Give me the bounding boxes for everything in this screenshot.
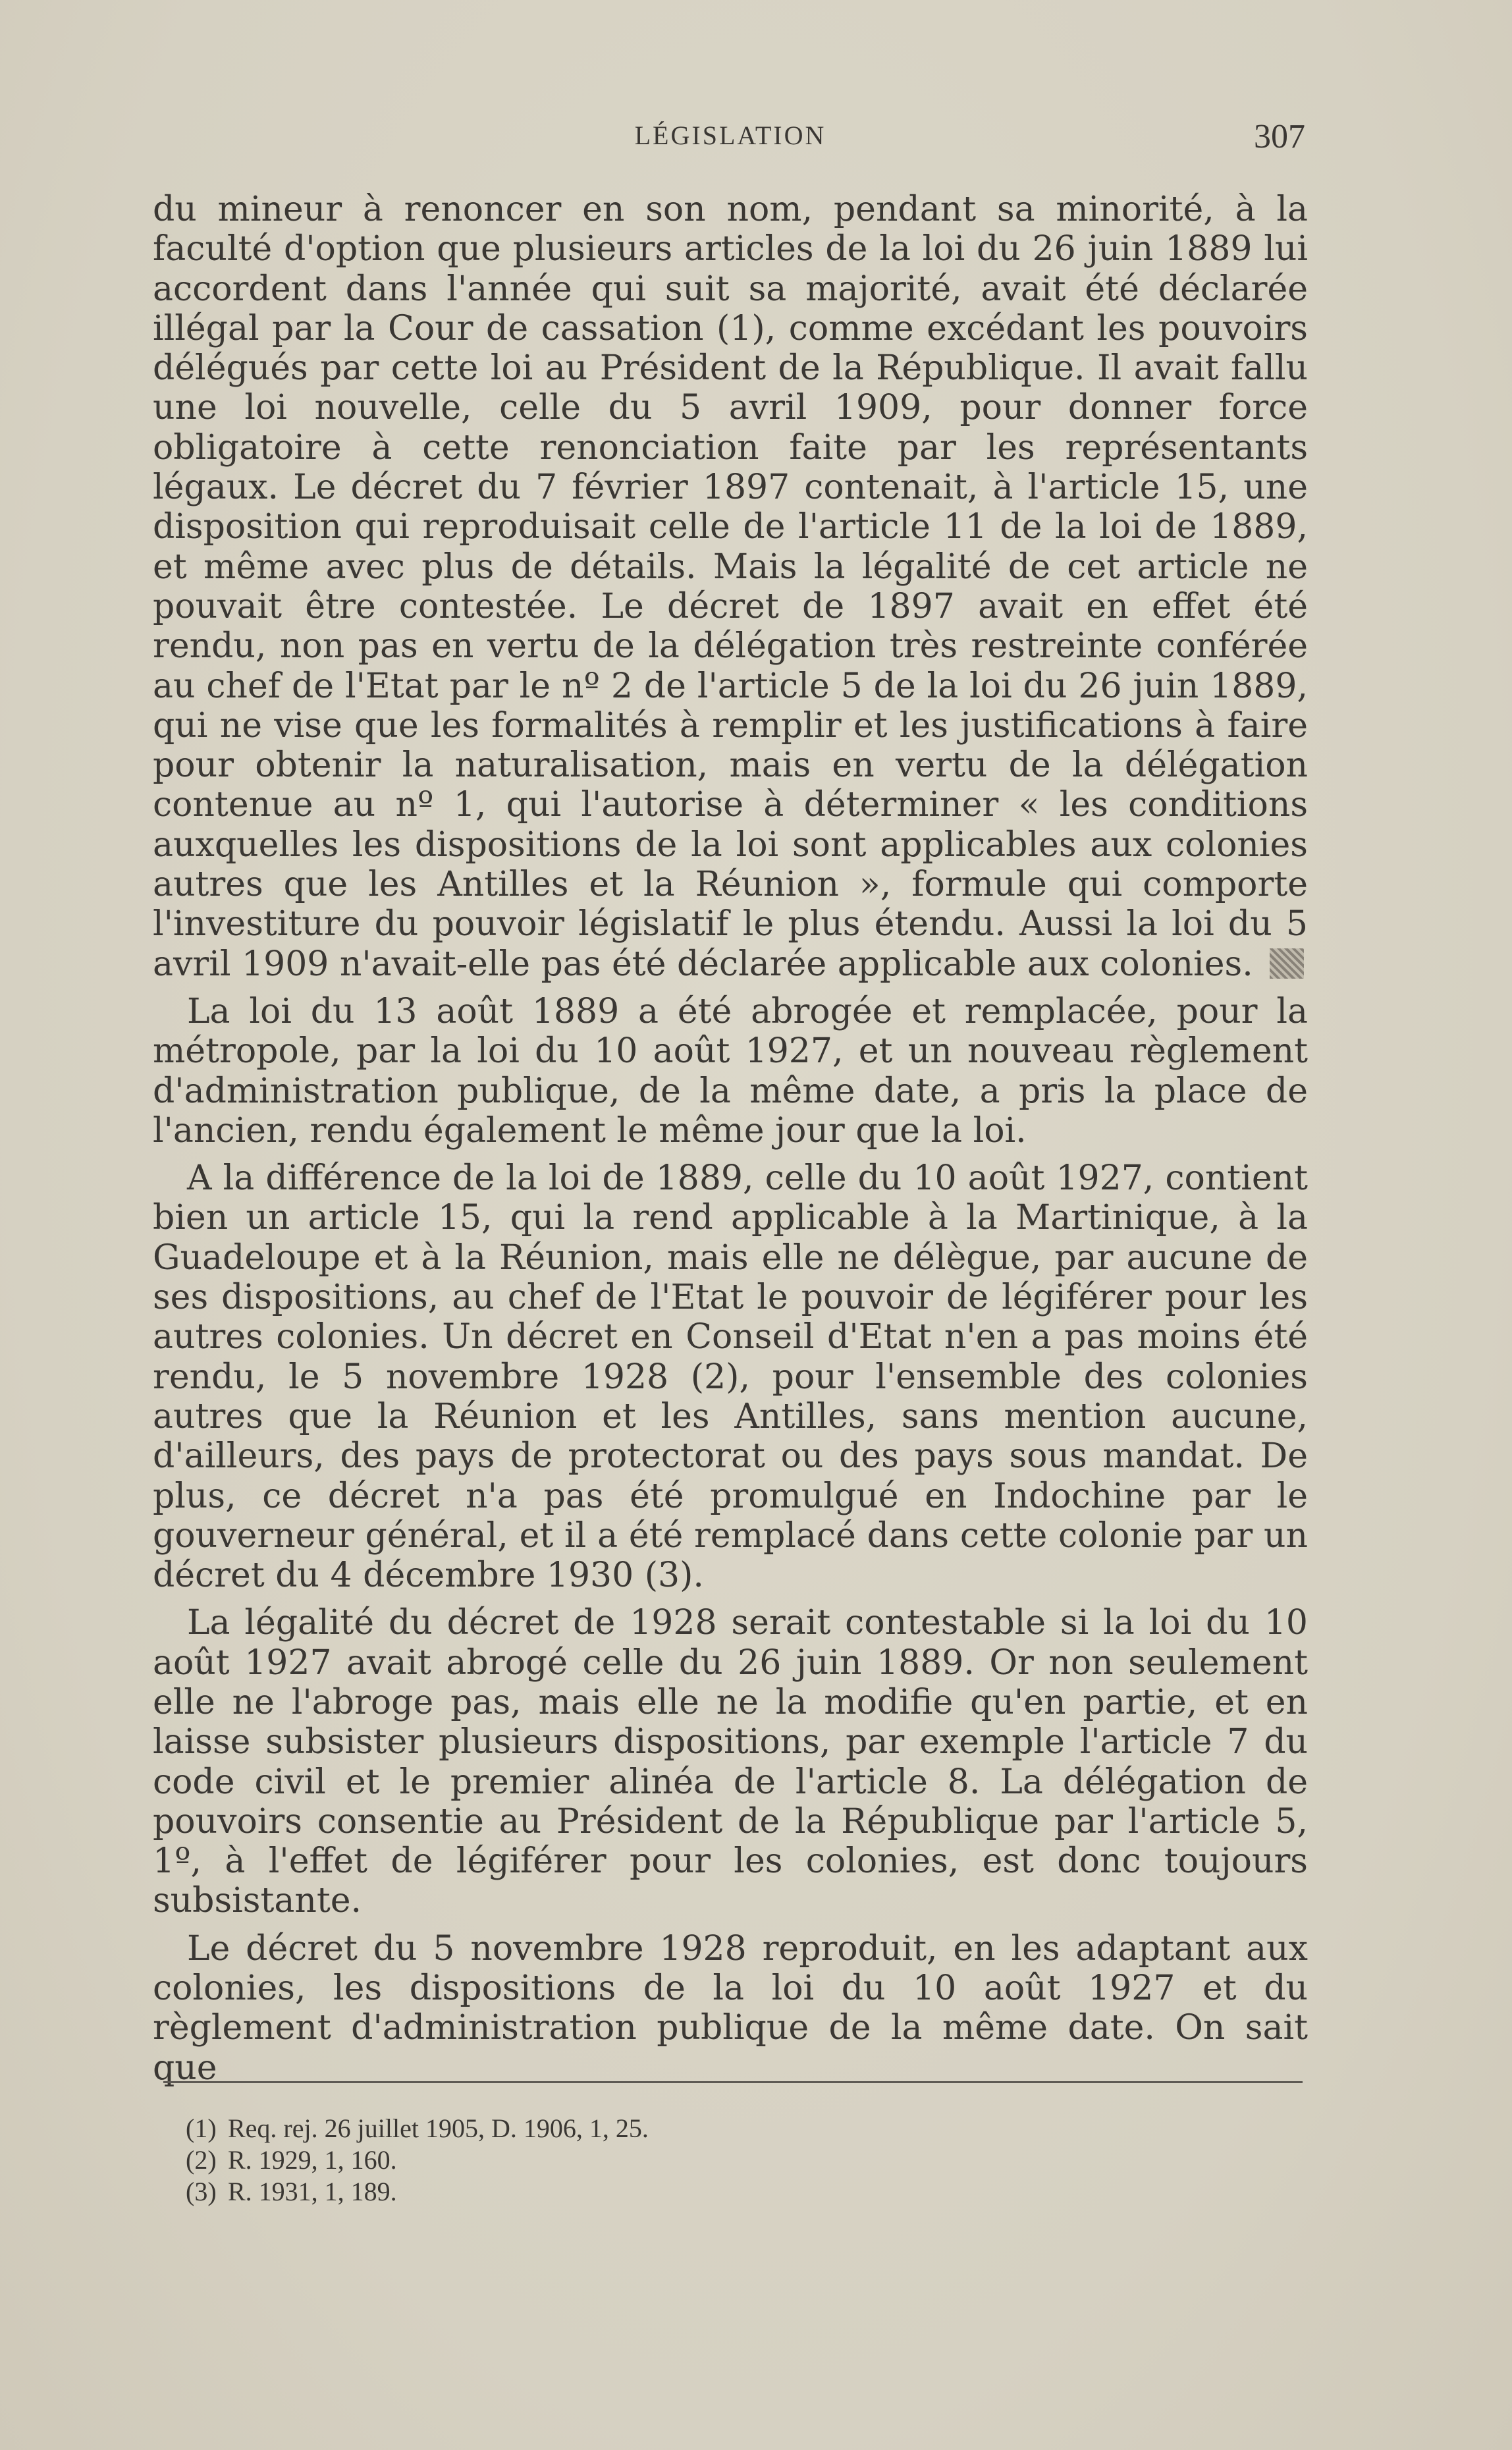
paragraph-3: A la différence de la loi de 1889, celle du 10 août 1927, contient bien un article 15, qui la rend applicable à la Martinique, à la Guadeloupe et à la Réunion, mais elle ne délègue, par aucune de ses dispositions, au chef de l'Etat le pouvoir de légiférer pour les autres colonies. Un décret en Conseil d'Etat n'en a pas moins été rendu, le 5 novembre 1928 (2), pour l'ensemble des colonies autres que la Réunion et les Antilles, sans mention aucune, d'ailleurs, des pays de protectorat ou des pays sous mandat. De plus, ce décret n'a pas été promulgué en Indochine par le gouverneur général, et il a été remplacé dans cette colonie par un décret du 4 décembre 1930 (3). [153,1158,1308,1596]
footnote-text: R. 1929, 1, 160. [228,2145,397,2175]
paragraph-5: Le décret du 5 novembre 1928 reproduit, en les adaptant aux colonies, les dispositions de la loi du 10 août 1927 et du règlement d'administration publique de la même date. On sait que [153,1928,1308,2088]
body-text [153,190,1308,2088]
footnote-number: (3) [186,2177,217,2206]
paragraph-1 [153,190,1308,984]
footnote-text: R. 1931, 1, 189. [228,2177,397,2206]
paragraph-1-text: du mineur à renoncer en son nom, pendant sa minorité, à la faculté d'option que plusieurs articles de la loi du 26 juin 1889 lui accordent dans l'année qui suit sa majorité, avait été déclarée illégal par la Cour de cassation (1), comme excédant les pouvoirs délégués par cette loi au Président de la République. Il avait fallu une loi nouvelle, celle du 5 avril 1909, pour donner force obligatoire à cette renonciation faite par les représentants légaux. Le décret du 7 février 1897 contenait, à l'article 15, une disposition qui reproduisait celle de l'article 11 de la loi de 1889, et même avec plus de détails. Mais la légalité de cet article ne pouvait être contestée. Le décret de 1897 avait en effet été rendu, non pas en vertu de la délégation très restreinte conférée au chef de l'Etat par le nº 2 de l'article 5 de la loi du 26 juin 1889, qui ne vise que les formalités à remplir et les justifications à faire pour obtenir la naturalisation, mais en vertu de la délégation contenue au nº 1, qui l'autorise à déterminer « les conditions auxquelles les dispositions de la loi sont applicables aux colonies autres que les Antilles et la Réunion », formule qui comporte l'investiture du pouvoir législatif le plus étendu. Aussi la loi du 5 avril 1909 n'avait-elle pas été déclarée applicable aux colonies. [153,190,1308,984]
footnote-2 [186,2144,1239,2176]
page-number: 307 [1254,118,1305,155]
footnote-number: (1) [186,2113,217,2143]
footnote-text: Req. rej. 26 juillet 1905, D. 1906, 1, 25. [228,2113,649,2143]
footnote-1 [186,2113,1239,2144]
paragraph-2: La loi du 13 août 1889 a été abrogée et remplacée, pour la métropole, par la loi du 10 août 1927, et un nouveau règlement d'administration publique, de la même date, a pris la place de l'ancien, rendu également le même jour que la loi. [153,991,1308,1151]
footnote-divider [163,2081,1303,2083]
footnote-number: (2) [186,2145,217,2175]
stamp-mark-icon [1270,948,1304,979]
footnotes [186,2113,1239,2208]
paragraph-4: La légalité du décret de 1928 serait contestable si la loi du 10 août 1927 avait abrogé celle du 26 juin 1889. Or non seulement elle ne l'abroge pas, mais elle ne la modifie qu'en partie, et en laisse subsister plusieurs dispositions, par exemple l'article 7 du code civil et le premier alinéa de l'article 8. La délégation de pouvoirs consentie au Président de la République par l'article 5, 1º, à l'effet de légiférer pour les colonies, est donc toujours subsistante. [153,1603,1308,1921]
footnote-3 [186,2176,1239,2208]
running-title: LÉGISLATION [634,121,826,150]
running-head [153,117,1308,157]
